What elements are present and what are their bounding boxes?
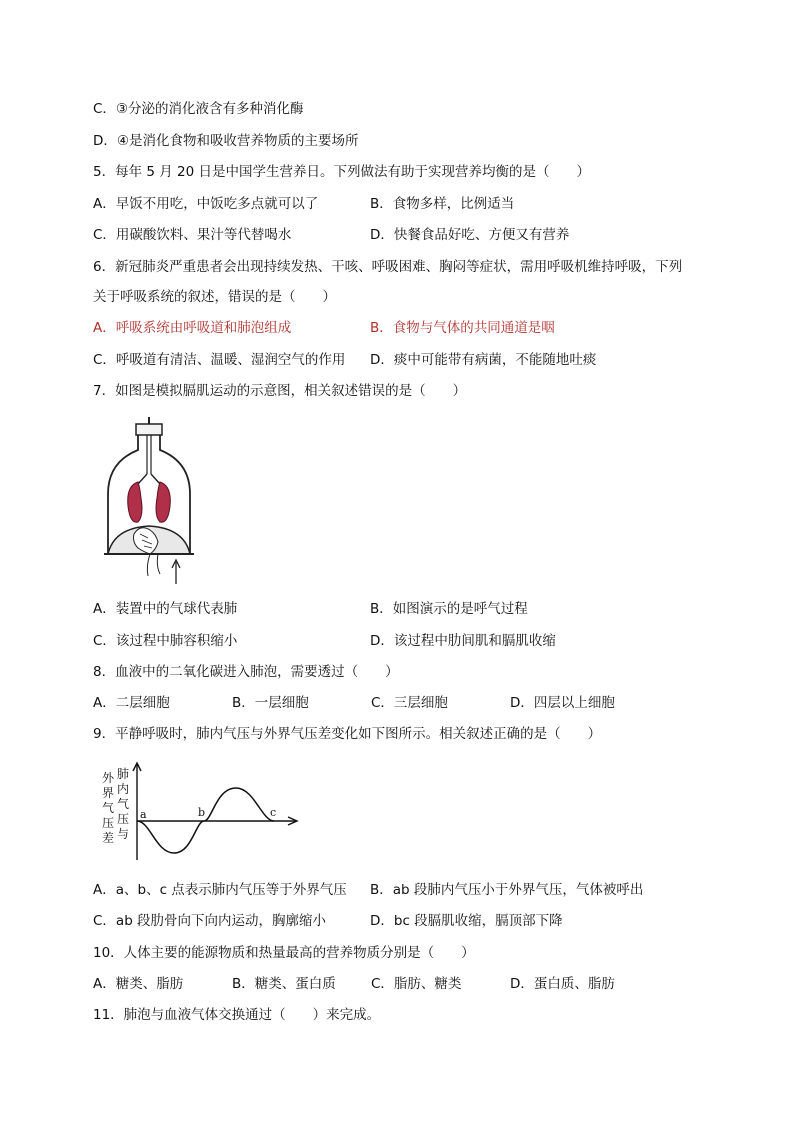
q8-option-a: A．二层细胞 <box>93 695 170 711</box>
point-c-label: c <box>270 806 277 819</box>
q6-option-b: B．食物与气体的共同通道是咽 <box>370 320 555 336</box>
q11-stem: 11．肺泡与血液气体交换通过（ ）来完成。 <box>93 1007 381 1023</box>
q6-option-c: C．呼吸道有清洁、温暖、湿润空气的作用 <box>93 352 346 368</box>
ylabel-col1-2: 气 <box>102 801 115 815</box>
q7-option-b: B．如图演示的是呼气过程 <box>370 601 528 617</box>
q5-option-b: B．食物多样，比例适当 <box>370 196 515 212</box>
q6-option-d: D．痰中可能带有病菌，不能随地吐痰 <box>370 352 597 368</box>
q9-option-a: A．a、b、c 点表示肺内气压等于外界气压 <box>93 882 347 898</box>
q7-option-a: A．装置中的气球代表肺 <box>93 601 238 617</box>
q6-stem: 6．新冠肺炎严重患者会出现持续发热、干咳、呼吸困难、胸闷等症状，需用呼吸机维持呼吸，下列 <box>93 259 683 275</box>
q4-option-c: C．③分泌的消化液含有多种消化酶 <box>93 101 304 117</box>
q8-option-c: C．三层细胞 <box>371 695 448 711</box>
q10-option-b: B．糖类、蛋白质 <box>232 976 336 992</box>
right-balloon <box>156 482 170 522</box>
q4-option-d: D．④是消化食物和吸收营养物质的主要场所 <box>93 133 359 149</box>
left-balloon <box>128 482 142 522</box>
point-a-label: a <box>140 808 147 821</box>
ylabel-col2-3: 压 <box>117 812 130 826</box>
q9-option-d: D．bc 段膈肌收缩，膈顶部下降 <box>370 913 563 929</box>
q9-option-c: C．ab 段肋骨向下向内运动，胸廓缩小 <box>93 913 327 929</box>
diaphragm-model-diagram <box>100 416 200 586</box>
q5-stem: 5．每年 5 月 20 日是中国学生营养日。下列做法有助于实现营养均衡的是（ ） <box>93 164 591 180</box>
q10-option-d: D．蛋白质、脂肪 <box>510 976 615 992</box>
q5-option-a: A．早饭不用吃，中饭吃多点就可以了 <box>93 196 319 212</box>
ylabel-col2-2: 气 <box>117 797 130 811</box>
q10-option-c: C．脂肪、糖类 <box>371 976 462 992</box>
ylabel-col2-4: 与 <box>117 827 130 841</box>
q7-option-c: C．该过程中肺容积缩小 <box>93 633 238 649</box>
q6-stem-cont: 关于呼吸系统的叙述，错误的是（ ） <box>93 289 336 305</box>
q7-option-d: D．该过程中肋间肌和膈肌收缩 <box>370 633 556 649</box>
ylabel-col1-3: 压 <box>102 816 115 830</box>
pressure-difference-graph <box>98 760 308 865</box>
q5-option-c: C．用碳酸饮料、果汁等代替喝水 <box>93 227 292 243</box>
q8-stem: 8．血液中的二氧化碳进入肺泡，需要透过（ ） <box>93 664 399 680</box>
ylabel-col1-1: 界 <box>102 786 115 800</box>
q7-stem: 7．如图是模拟膈肌运动的示意图，相关叙述错误的是（ ） <box>93 383 467 399</box>
ylabel-col1-0: 外 <box>102 771 115 785</box>
q5-option-d: D．快餐食品好吃、方便又有营养 <box>370 227 570 243</box>
q6-option-a: A．呼吸系统由呼吸道和肺泡组成 <box>93 320 292 336</box>
ylabel-col2-1: 内 <box>117 782 130 796</box>
q9-option-b: B．ab 段肺内气压小于外界气压，气体被呼出 <box>370 882 644 898</box>
q9-stem: 9．平静呼吸时，肺内气压与外界气压差变化如下图所示。相关叙述正确的是（ ） <box>93 726 602 742</box>
point-b-label: b <box>198 806 206 819</box>
q8-option-b: B．一层细胞 <box>232 695 309 711</box>
ylabel-col1-4: 差 <box>102 831 115 845</box>
q10-stem: 10．人体主要的能源物质和热量最高的营养物质分别是（ ） <box>93 945 475 961</box>
q10-option-a: A．糖类、脂肪 <box>93 976 184 992</box>
stopper <box>136 424 162 435</box>
q8-option-d: D．四层以上细胞 <box>510 695 615 711</box>
ylabel-col2-0: 肺 <box>117 767 130 781</box>
